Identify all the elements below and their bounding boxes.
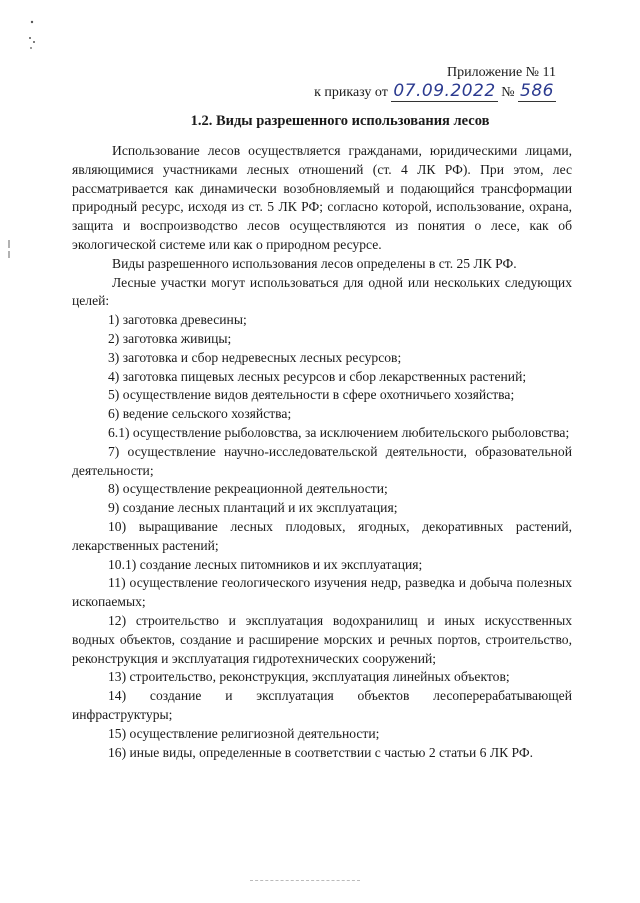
paragraph-purposes-lead: Лесные участки могут использоваться для одной или нескольких следующих целей: xyxy=(72,274,572,309)
list-item: 6.1) осуществление рыболовства, за исключением любительского рыболовства; xyxy=(108,424,570,440)
list-item: 12) строительство и эксплуатация водохранилищ и иных искусственных водных объектов, создание и расширение морских и речных портов, строительство, реконструкция и эксплуатация гидротехнических сооружений; xyxy=(72,612,572,666)
list-item: 8) осуществление рекреационной деятельности; xyxy=(108,481,388,497)
list-item: 16) иные виды, определенные в соответствии с частью 2 статьи 6 ЛК РФ. xyxy=(108,744,534,760)
list-item: 10.1) создание лесных питомников и их эксплуатация; xyxy=(108,556,423,572)
list-item: 11) осуществление геологического изучения недр, разведка и добыча полезных ископаемых; xyxy=(72,575,572,610)
list-item: 6) ведение сельского хозяйства; xyxy=(108,406,292,422)
document-body xyxy=(72,142,572,762)
list-item: 15) осуществление религиозной деятельности; xyxy=(108,725,380,741)
list-item: 9) создание лесных плантаций и их эксплуатация; xyxy=(108,500,398,516)
order-reference xyxy=(314,82,556,102)
list-item: 1) заготовка древесины; xyxy=(108,312,247,328)
list-item: 4) заготовка пищевых лесных ресурсов и сбор лекарственных растений; xyxy=(108,368,527,384)
list-item: 7) осуществление научно-исследовательской деятельности, образовательной деятельности; xyxy=(72,443,572,478)
scan-artifact-side-mark xyxy=(6,240,12,258)
list-item: 13) строительство, реконструкция, эксплуатация линейных объектов; xyxy=(108,669,510,685)
paragraph-intro: Использование лесов осуществляется гражданами, юридическими лицами, являющимися участниками лесных отношений (ст. 4 ЛК РФ). При этом, лес рассматривается как динамически возобновляемый и подающийся трансформации природный ресурс, исходя из ст. 5 ЛК РФ; согласно которой, использование, охрана, защита и воспроизводство лесов осуществляются из понятия о лесе, как об экологической системе или как о природном ресурсе. xyxy=(72,143,572,252)
order-number-handwritten: 586 xyxy=(520,81,554,101)
list-item: 2) заготовка живицы; xyxy=(108,330,232,346)
header-block xyxy=(314,64,556,102)
purposes-list xyxy=(72,311,572,762)
number-sign: № xyxy=(501,85,515,100)
order-date-handwritten: 07.09.2022 xyxy=(393,81,496,101)
list-item: 3) заготовка и сбор недревесных лесных ресурсов; xyxy=(108,349,402,365)
order-prefix: к приказу от xyxy=(314,85,388,100)
appendix-label: Приложение № 11 xyxy=(447,65,556,80)
scan-artifact-bottom-line xyxy=(250,880,360,881)
list-item: 10) выращивание лесных плодовых, ягодных, декоративных растений, лекарственных растений; xyxy=(72,518,572,553)
section-title: 1.2. Виды разрешенного использования лесов xyxy=(190,113,490,129)
paragraph-article-25: Виды разрешенного использования лесов определены в ст. 25 ЛК РФ. xyxy=(112,255,517,271)
scan-artifact-marks xyxy=(22,18,42,58)
list-item: 5) осуществление видов деятельности в сфере охотничьего хозяйства; xyxy=(108,387,515,403)
list-item: 14) создание и эксплуатация объектов лесоперерабатывающей инфраструктуры; xyxy=(72,688,572,722)
